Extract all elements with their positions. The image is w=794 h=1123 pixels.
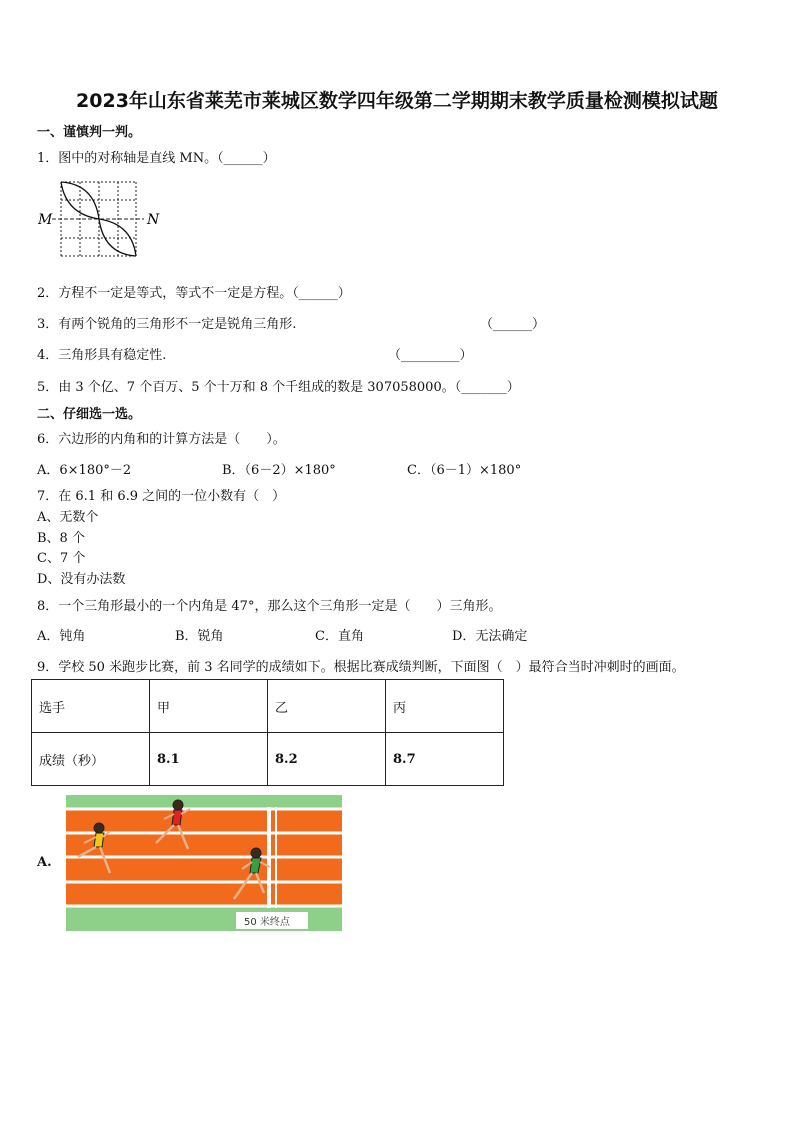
question-8: 8．一个三角形最小的一个内角是 47°，那么这个三角形一定是（ ）三角形。 [37,599,502,614]
q7-option-a: A、无数个 [37,510,99,525]
q8-option-b: B．锐角 [175,629,224,644]
table-cell: 8.2 [268,733,386,786]
table-header-cell: 甲 [150,680,268,733]
question-7: 7．在 6.1 和 6.9 之间的一位小数有（ ） [37,489,286,504]
label-n: N [147,212,160,228]
question-6: 6．六边形的内角和的计算方法是（ ）。 [37,432,286,447]
q7-option-c: C、7 个 [37,551,86,566]
running-track-illustration [66,795,342,931]
question-1: 1．图中的对称轴是直线 MN。（______） [37,151,276,166]
table-header-cell: 选手 [32,680,150,733]
q6-option-c: C．（6－1）×180° [407,463,522,478]
finish-line-label: 50 米终点 [244,917,290,928]
question-2: 2．方程不一定是等式，等式不一定是方程。（______） [37,286,351,301]
question-4-blank: （_________） [388,348,473,363]
q8-option-d: D．无法确定 [452,629,528,644]
table-header-cell: 丙 [386,680,504,733]
q6-option-b: B．（6－2）×180° [222,463,336,478]
section-heading-judge: 一、谨慎判一判。 [37,125,142,140]
q9-option-a-label: A. [37,855,52,870]
question-5: 5．由 3 个亿、7 个百万、5 个十万和 8 个千组成的数是 307058000。（_______） [37,380,520,395]
table-cell: 8.1 [150,733,268,786]
question-3: 3．有两个锐角的三角形不一定是锐角三角形. [37,317,297,332]
section-heading-choose: 二、仔细选一选。 [37,407,142,422]
page-title: 2023年山东省莱芜市莱城区数学四年级第二学期期末教学质量检测模拟试题 [76,90,718,112]
table-row [32,680,504,733]
table-cell: 成绩（秒） [32,733,150,786]
label-m: M [38,212,53,228]
symmetry-grid-figure [36,178,166,262]
table-row [32,733,504,786]
q7-option-b: B、8 个 [37,531,85,546]
question-4: 4．三角形具有稳定性. [37,348,167,363]
question-3-blank: （______） [480,317,546,332]
q8-option-a: A．钝角 [37,629,86,644]
table-cell: 8.7 [386,733,504,786]
table-header-cell: 乙 [268,680,386,733]
q7-option-d: D、没有办法数 [37,572,126,587]
results-table [31,679,504,786]
q8-option-c: C．直角 [315,629,364,644]
question-9: 9．学校 50 米跑步比赛，前 3 名同学的成绩如下。根据比赛成绩判断，下面图（ ）最符合当时冲刺时的画面。 [37,660,685,675]
q6-option-a: A．6×180°－2 [37,463,132,478]
